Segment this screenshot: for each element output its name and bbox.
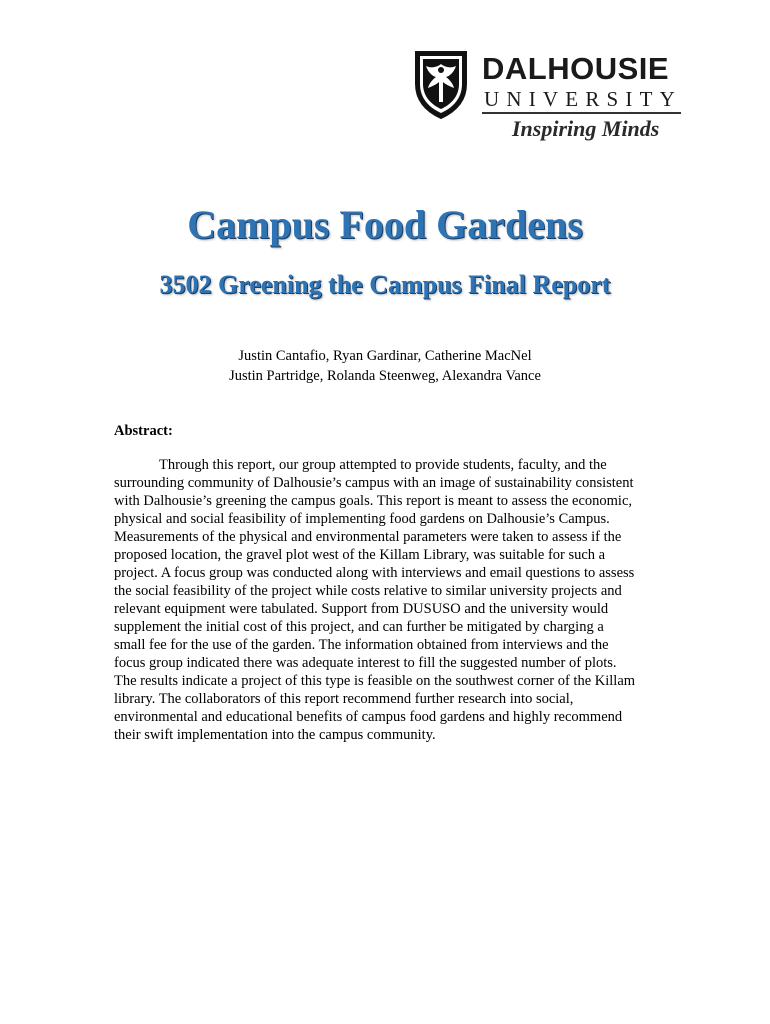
logo-name: DALHOUSIE xyxy=(482,51,670,86)
abstract-line: with Dalhousie’s greening the campus goals. This report is meant to assess the economic, xyxy=(114,493,632,509)
abstract-paragraph xyxy=(114,456,666,744)
abstract-line: project. A focus group was conducted along with interviews and email questions to assess xyxy=(114,565,635,581)
abstract-line: their swift implementation into the campus community. xyxy=(114,727,436,743)
abstract-line: proposed location, the gravel plot west of the Killam Library, was suitable for such a xyxy=(114,547,606,563)
abstract-line: physical and social feasibility of implementing food gardens on Dalhousie’s Campus. xyxy=(114,511,610,527)
abstract-line: surrounding community of Dalhousie’s campus with an image of sustainability consistent xyxy=(114,475,634,491)
author-line: Justin Partridge, Rolanda Steenweg, Alexandra Vance xyxy=(229,368,541,384)
logo-tagline: Inspiring Minds xyxy=(512,116,660,141)
abstract-line: relevant equipment were tabulated. Support from DUSUSO and the university would xyxy=(114,601,609,617)
abstract-line: environmental and educational benefits of campus food gardens and highly recommend xyxy=(114,709,623,725)
abstract-line: supplement the initial cost of this project, and can further be mitigated by charging a xyxy=(114,619,604,635)
abstract-line: Measurements of the physical and environmental parameters were taken to assess if the xyxy=(114,529,622,545)
dalhousie-logo xyxy=(414,50,684,146)
abstract-line: Through this report, our group attempted to provide students, faculty, and the xyxy=(159,457,607,473)
logo-university: UNIVERSITY xyxy=(484,87,682,111)
author-line: Justin Cantafio, Ryan Gardinar, Catherine MacNel xyxy=(238,348,532,364)
abstract-line: The results indicate a project of this type is feasible on the southwest corner of the Killam xyxy=(114,673,636,689)
abstract-line: focus group indicated there was adequate interest to fill the suggested number of plots. xyxy=(114,655,617,671)
document-subtitle: 3502 Greening the Campus Final Report xyxy=(159,270,611,299)
abstract-line: library. The collaborators of this report recommend further research into social, xyxy=(114,691,574,707)
abstract-line: the social feasibility of the project while costs relative to similar university projects and xyxy=(114,583,622,599)
dalhousie-crest-shield-icon xyxy=(414,50,468,120)
author-list xyxy=(0,346,770,386)
abstract-heading: Abstract: xyxy=(114,423,173,439)
abstract-line: small fee for the use of the garden. The information obtained from interviews and the xyxy=(114,637,609,653)
logo-divider xyxy=(482,112,681,114)
document-title: Campus Food Gardens xyxy=(187,202,583,247)
